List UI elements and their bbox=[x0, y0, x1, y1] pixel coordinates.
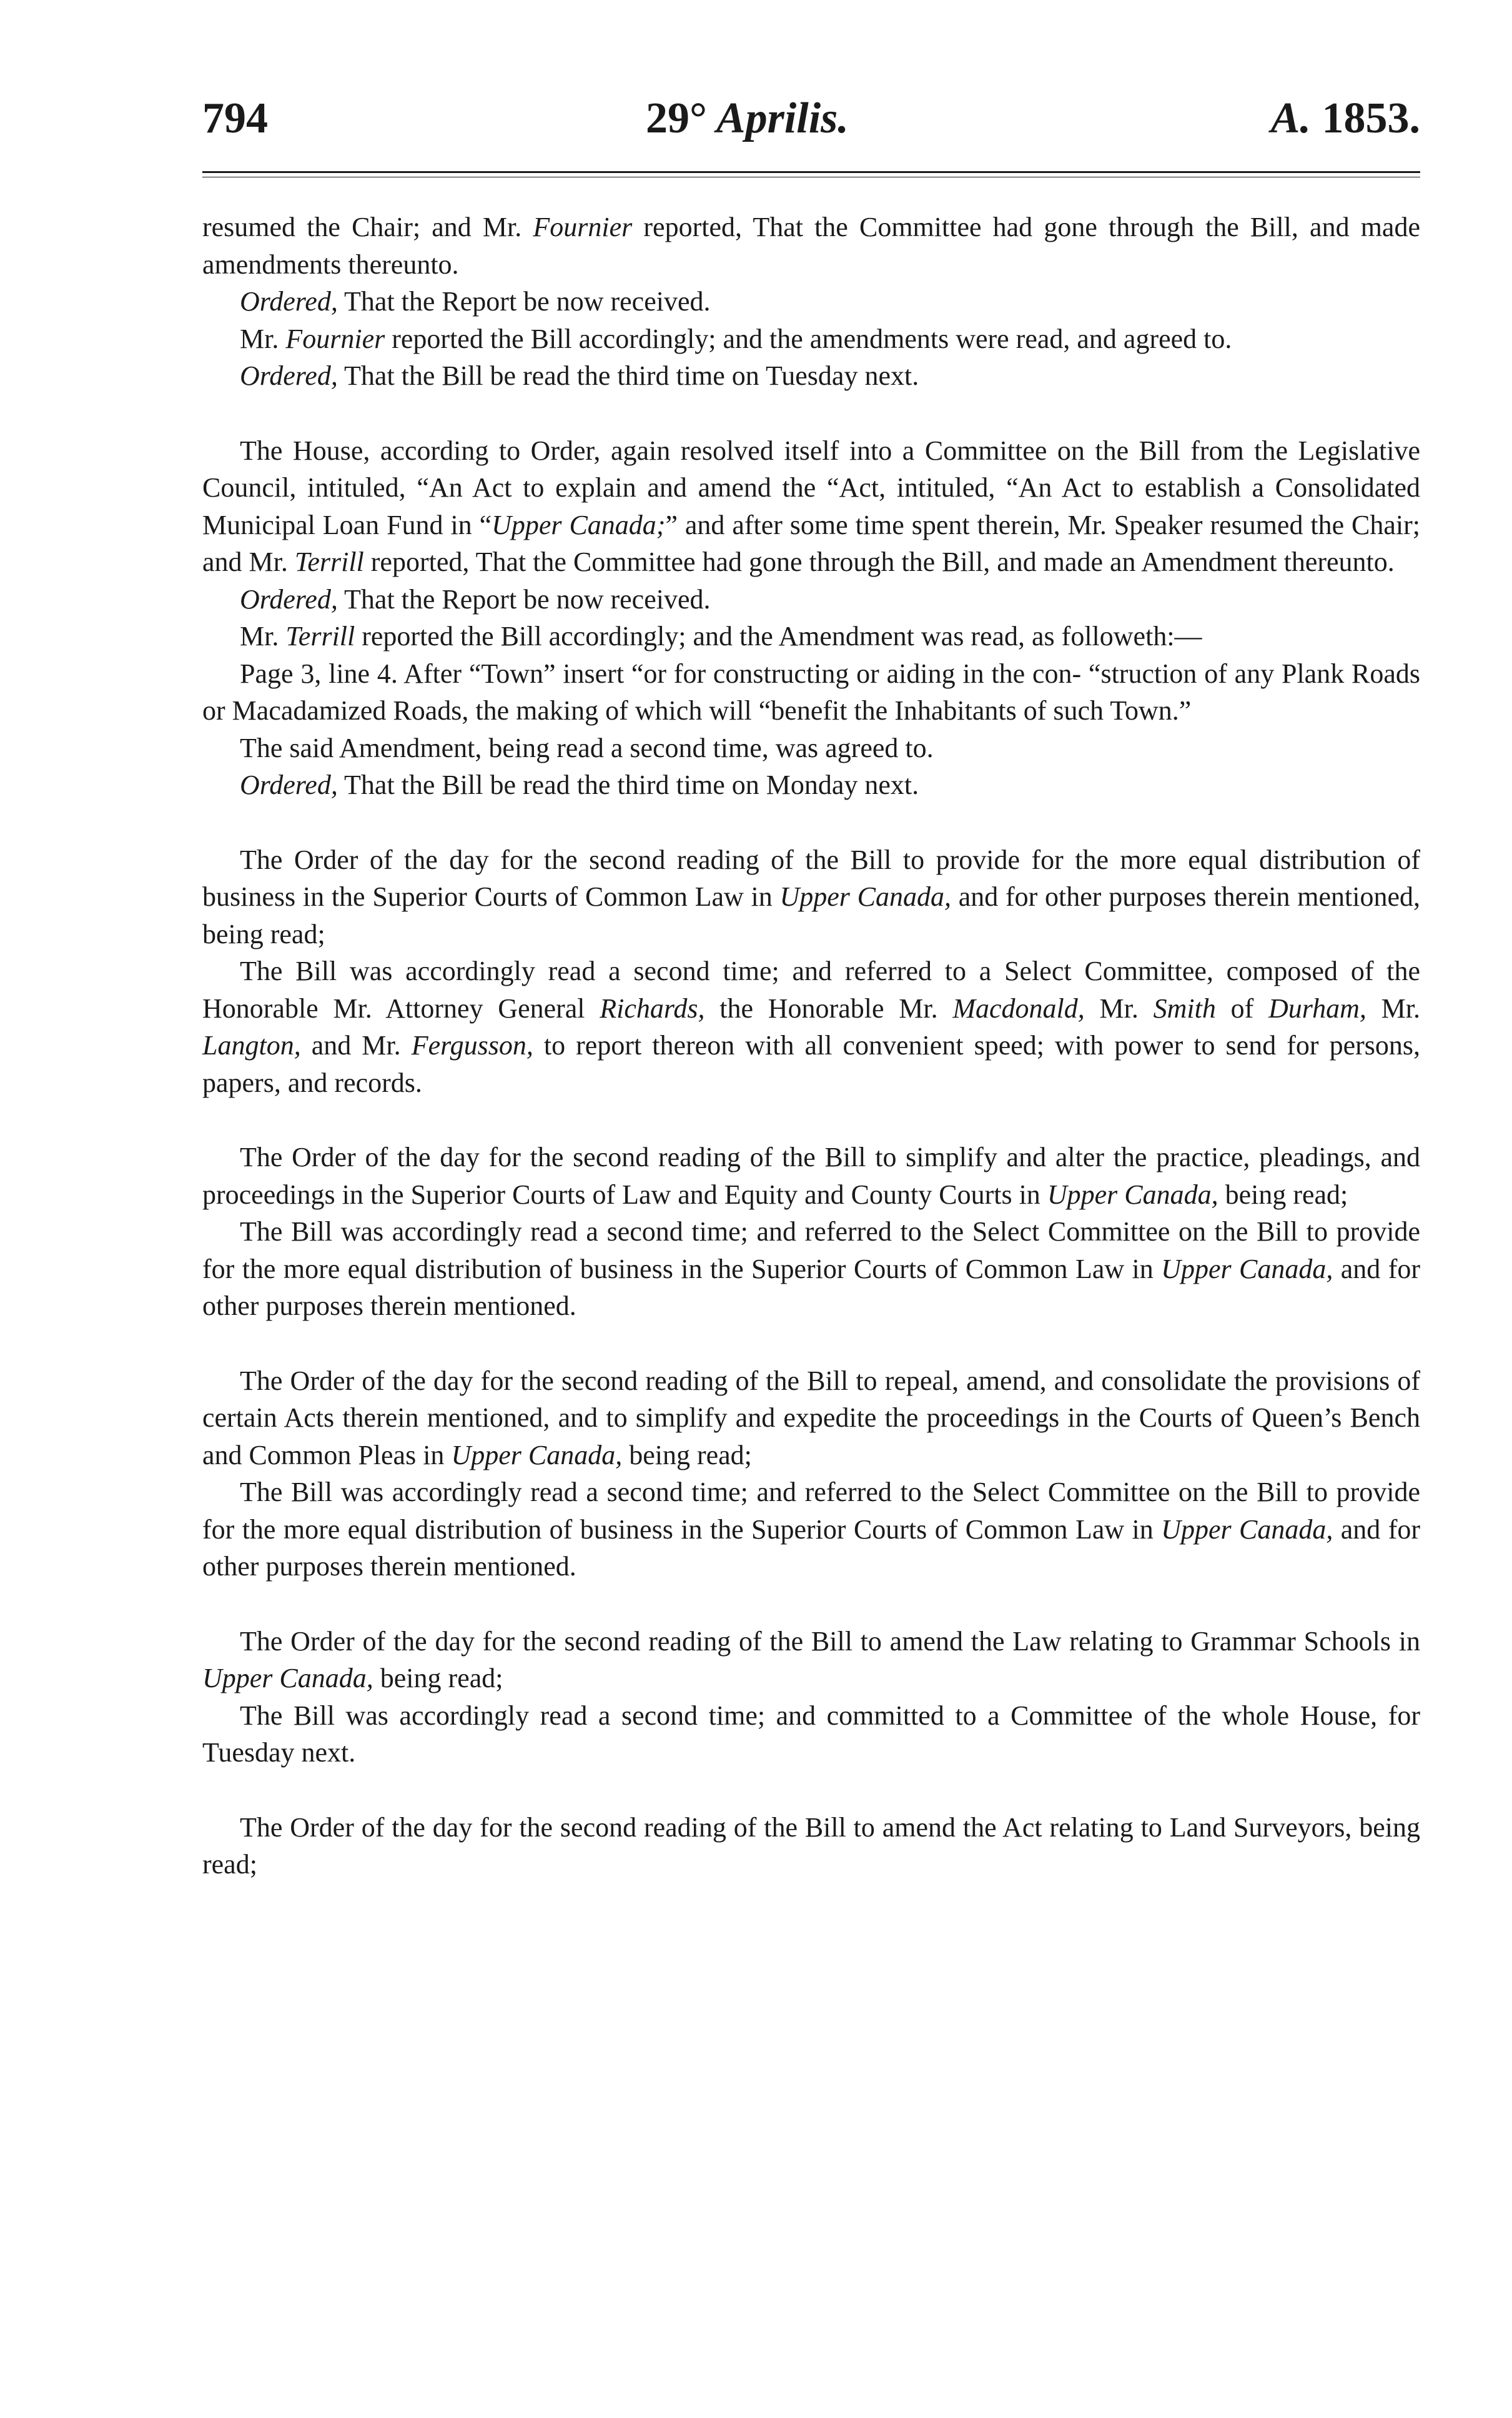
text-run: The Bill was accordingly read a second time; and referred to a Select Committee, composed of the Honorable Mr. Attorney General bbox=[202, 956, 1420, 1024]
text-run: and for other purposes therein mentioned. bbox=[202, 1253, 1420, 1321]
text-run: reported the Bill accordingly; and the Amendment was read, as followeth:— bbox=[355, 621, 1202, 652]
italic-text: Durham, bbox=[1268, 993, 1366, 1024]
text-run: The said Amendment, being read a second time, was agreed to. bbox=[240, 732, 934, 763]
text-run: to report thereon with all convenient speed; with power to send for persons, papers, and records. bbox=[202, 1030, 1420, 1098]
italic-text: Macdonald, bbox=[952, 993, 1085, 1024]
text-run: The Order of the day for the second reading of the Bill to simplify and alter the practice, pleadings, and proceedings in the Superior Courts of Law and Equity and County Courts in bbox=[202, 1142, 1420, 1210]
text-run: That the Bill be read the third time on Monday next. bbox=[337, 770, 919, 800]
journal-paragraph bbox=[202, 320, 1420, 358]
italic-text: Ordered, bbox=[240, 286, 338, 317]
journal-paragraph bbox=[202, 1474, 1420, 1585]
text-run: and for other purposes therein mentioned, being read; bbox=[202, 881, 1420, 949]
running-header bbox=[202, 94, 1420, 162]
text-run: Mr. bbox=[240, 323, 286, 354]
journal-paragraph bbox=[202, 618, 1420, 655]
text-run: reported, That the Committee had gone through the Bill, and made an Amendment thereunto. bbox=[363, 547, 1395, 577]
italic-text: Fournier bbox=[285, 323, 385, 354]
text-run: The House, according to Order, again resolved itself into a Committee on the Bill from the Legislative Council, intituled, “An Act to explain and amend the “Act, intituled, “An Act to establish a Consolidated Municipal Loan Fund in “ bbox=[202, 435, 1420, 540]
text-run: That the Bill be read the third time on Tuesday next. bbox=[337, 360, 919, 391]
italic-text: Terrill bbox=[294, 547, 364, 577]
journal-page bbox=[202, 94, 1420, 1883]
text-run: The Order of the day for the second reading of the Bill to amend the Law relating to Grammar Schools in bbox=[240, 1625, 1420, 1657]
text-run: That the Report be now received. bbox=[337, 583, 711, 615]
italic-text: Upper Canada, bbox=[202, 1663, 373, 1693]
text-run: and for other purposes therein mentioned. bbox=[202, 1514, 1420, 1582]
text-run: and Mr. bbox=[300, 1030, 412, 1061]
italic-text: Ordered, bbox=[240, 583, 338, 615]
header-rule bbox=[202, 171, 1420, 177]
header-month: Aprilis. bbox=[716, 94, 849, 142]
italic-text: Upper Canada, bbox=[1047, 1179, 1218, 1210]
text-run: Mr. bbox=[240, 621, 286, 652]
journal-paragraph bbox=[202, 1623, 1420, 1697]
text-run: That the Report be now received. bbox=[337, 286, 711, 317]
journal-paragraph bbox=[202, 357, 1420, 395]
header-year-letter: A. bbox=[1270, 94, 1311, 142]
italic-text: Terrill bbox=[285, 621, 355, 652]
journal-paragraph bbox=[202, 730, 1420, 767]
italic-text: Ordered, bbox=[240, 770, 338, 800]
journal-paragraph bbox=[202, 841, 1420, 953]
header-date bbox=[646, 94, 849, 144]
text-run: The Order of the day for the second reading of the Bill to provide for the more equal distribution of business in the Superior Courts of Common Law in bbox=[202, 844, 1420, 912]
text-run: Mr. bbox=[1084, 993, 1154, 1024]
header-day: 29° bbox=[646, 94, 707, 142]
journal-paragraph bbox=[202, 655, 1420, 730]
italic-text: Upper Canada, bbox=[1161, 1253, 1333, 1284]
journal-paragraph bbox=[202, 581, 1420, 618]
italic-text: Upper Canada, bbox=[451, 1439, 623, 1470]
text-run: resumed the Chair; and Mr. bbox=[202, 212, 533, 242]
journal-paragraph bbox=[202, 283, 1420, 320]
journal-paragraph bbox=[202, 953, 1420, 1101]
journal-body bbox=[202, 209, 1420, 1883]
journal-paragraph bbox=[202, 1362, 1420, 1474]
page-number: 794 bbox=[202, 94, 268, 142]
text-run: of bbox=[1215, 993, 1268, 1024]
header-year bbox=[1271, 94, 1420, 144]
text-run: being read; bbox=[1218, 1179, 1348, 1210]
italic-text: Fournier bbox=[533, 212, 633, 242]
journal-paragraph bbox=[202, 1809, 1420, 1883]
italic-text: Fergusson, bbox=[411, 1030, 533, 1061]
text-run: The Bill was accordingly read a second time; and referred to the Select Committee on the Bill to provide for the more equal distribution of business in the Superior Courts of Common Law in bbox=[202, 1216, 1420, 1284]
text-run: the Honorable Mr. bbox=[704, 993, 953, 1024]
journal-paragraph bbox=[202, 1697, 1420, 1771]
header-year-number: 1853. bbox=[1322, 94, 1420, 142]
italic-text: Richards, bbox=[600, 993, 705, 1024]
italic-text: Langton, bbox=[202, 1030, 301, 1061]
text-run: being read; bbox=[622, 1439, 752, 1470]
text-run: reported the Bill accordingly; and the amendments were read, and agreed to. bbox=[385, 323, 1232, 354]
text-run: ” and after some time spent therein, Mr. Speaker resumed the Chair; and Mr. bbox=[202, 509, 1420, 577]
text-run: reported, That the Committee had gone through the Bill, and made amendments thereunto. bbox=[202, 212, 1420, 280]
journal-paragraph bbox=[202, 209, 1420, 283]
text-run: The Order of the day for the second reading of the Bill to amend the Act relating to Land Surveyors, being read; bbox=[202, 1811, 1420, 1880]
text-run: The Bill was accordingly read a second time; and committed to a Committee of the whole House, for Tuesday next. bbox=[202, 1700, 1420, 1768]
journal-paragraph bbox=[202, 1139, 1420, 1213]
journal-paragraph bbox=[202, 432, 1420, 581]
text-run: Page 3, line 4. After “Town” insert “or for constructing or aiding in the con- “struction of any Plank Roads or Macadamized Roads, the making of which will “benefit the Inhabitants of such Town.” bbox=[202, 658, 1420, 726]
journal-paragraph bbox=[202, 766, 1420, 804]
italic-text: Upper Canada, bbox=[779, 881, 951, 912]
italic-text: Ordered, bbox=[240, 360, 338, 391]
italic-text: Smith bbox=[1153, 993, 1216, 1024]
italic-text: Upper Canada, bbox=[1161, 1514, 1333, 1545]
text-run: The Bill was accordingly read a second time; and referred to the Select Committee on the Bill to provide for the more equal distribution of business in the Superior Courts of Common Law in bbox=[202, 1477, 1420, 1545]
text-run: being read; bbox=[373, 1663, 503, 1693]
text-run: Mr. bbox=[1366, 993, 1420, 1024]
italic-text: Upper Canada; bbox=[492, 509, 666, 540]
text-run: The Order of the day for the second reading of the Bill to repeal, amend, and consolidate the provisions of certain Acts therein mentioned, and to simplify and expedite the proceedings in the Courts of Queen’s Bench and Common Pleas in bbox=[202, 1365, 1420, 1470]
journal-paragraph bbox=[202, 1213, 1420, 1325]
